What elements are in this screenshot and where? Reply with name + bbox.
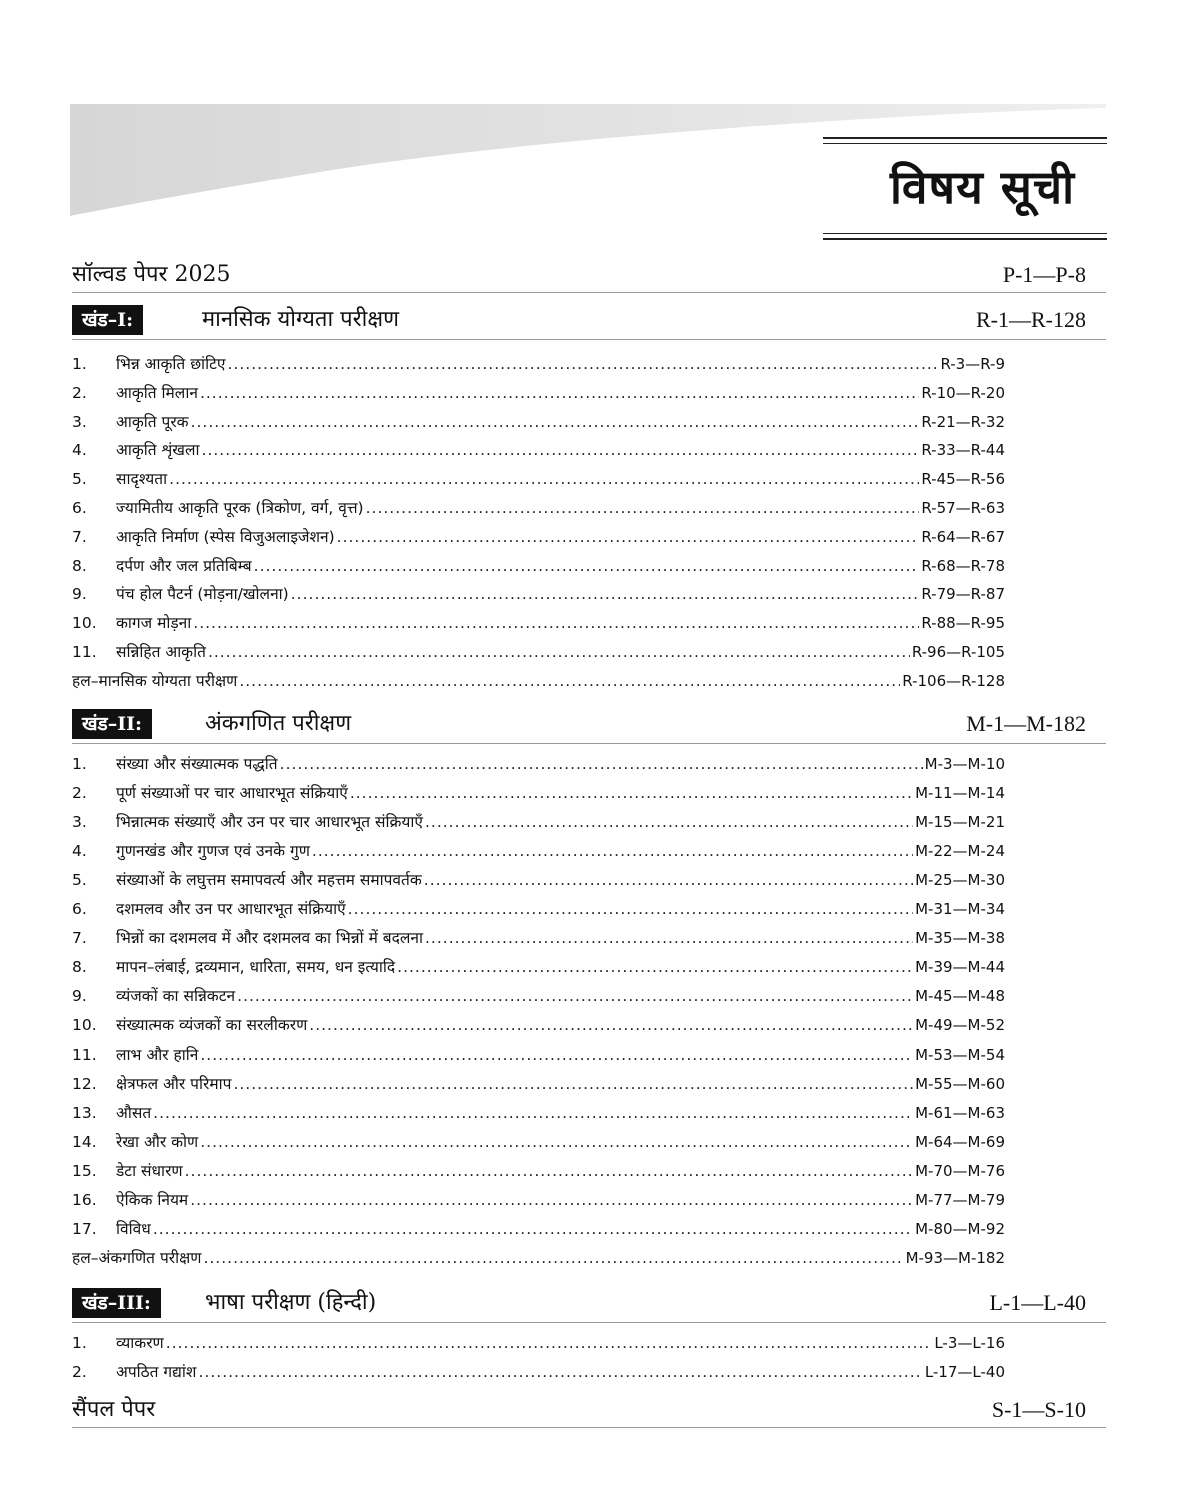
dot-leader <box>239 672 900 690</box>
toc-entry[interactable] <box>72 438 1005 464</box>
dot-leader <box>397 958 913 976</box>
toc-entry-number: 3. <box>72 813 87 832</box>
toc-entry-title: भिन्नात्मक संख्याएँ और उन पर चार आधारभूत संक्रियाएँ <box>116 813 423 832</box>
dot-leader <box>208 643 910 661</box>
dot-leader <box>425 813 913 831</box>
toc-entry-pages: R-21—R-32 <box>921 412 1005 431</box>
toc-entry[interactable] <box>72 611 1005 637</box>
toc-entry-number: 12. <box>72 1074 97 1093</box>
dot-leader <box>200 1046 913 1064</box>
title-rule <box>823 137 1107 139</box>
toc-entry-pages: R-96—R-105 <box>911 643 1005 661</box>
dot-leader <box>169 470 919 488</box>
toc-entry-pages: R-88—R-95 <box>921 614 1005 633</box>
toc-entry-number: 16. <box>72 1190 97 1209</box>
toc-entry-number: 2. <box>72 784 87 803</box>
toc-entry-pages: R-106—R-128 <box>902 671 1005 690</box>
toc-entry-pages: R-10—R-20 <box>921 383 1005 402</box>
toc-entry[interactable] <box>72 640 1005 666</box>
toc-entry[interactable] <box>72 839 1005 865</box>
sample-paper-label: सैंपल पेपर <box>72 1397 156 1422</box>
toc-entry-pages: M-93—M-182 <box>905 1248 1005 1267</box>
toc-entry-title: सादृश्यता <box>116 470 168 489</box>
toc-entry-title: पंच होल पैटर्न (मोड़ना/खोलना) <box>116 585 289 604</box>
toc-entry[interactable] <box>72 1013 1005 1039</box>
section-3-badge: खंड–III: <box>72 1288 161 1318</box>
solved-paper-row[interactable] <box>72 258 1106 293</box>
dot-leader <box>200 1133 913 1151</box>
dot-leader <box>227 355 938 373</box>
toc-entry[interactable] <box>72 955 1005 981</box>
toc-entry-pages: M-25—M-30 <box>915 871 1005 890</box>
toc-entry-title: लाभ और हानि <box>116 1045 199 1064</box>
page-title: विषय सूची <box>890 160 1075 214</box>
toc-entry-title: आकृति शृंखला <box>116 441 200 460</box>
toc-entry-number: 2. <box>72 1363 87 1381</box>
toc-entry-number: 6. <box>72 900 87 919</box>
title-box <box>823 137 1107 240</box>
toc-entry-number: 5. <box>72 470 87 489</box>
dot-leader <box>309 1016 913 1034</box>
section-2-badge: खंड–II: <box>72 709 152 739</box>
solved-paper-range: P-1—P-8 <box>1002 262 1086 287</box>
toc-entry-number: 1. <box>72 355 87 373</box>
toc-entry-pages: M-31—M-34 <box>915 900 1005 919</box>
toc-entry-title: व्यंजकों का सन्निकटन <box>116 987 236 1006</box>
section-3-title: भाषा परीक्षण (हिन्दी) <box>205 1290 377 1315</box>
toc-entry[interactable] <box>72 1217 1005 1243</box>
dot-leader <box>291 585 920 603</box>
dot-leader <box>202 441 920 459</box>
dot-leader <box>254 557 920 575</box>
dot-leader <box>280 755 923 773</box>
toc-entry-title: आकृति पूरक <box>116 412 189 431</box>
toc-entry-pages: M-53—M-54 <box>915 1045 1005 1064</box>
toc-entry-number: 9. <box>72 585 87 604</box>
toc-entry-title: ऐकिक नियम <box>116 1190 189 1209</box>
toc-entry-number: 1. <box>72 755 87 773</box>
toc-entry[interactable] <box>72 1331 1005 1357</box>
section-1-badge: खंड–I: <box>72 305 143 335</box>
toc-entry-title: हल–मानसिक योग्यता परीक्षण <box>72 671 238 690</box>
toc-entry-title: दशमलव और उन पर आधारभूत संक्रियाएँ <box>116 900 346 919</box>
toc-entry[interactable] <box>72 1130 1005 1156</box>
toc-entry-pages: M-61—M-63 <box>915 1103 1005 1122</box>
dot-leader <box>166 1334 933 1352</box>
toc-entry-pages: R-68—R-78 <box>921 556 1005 575</box>
toc-entry-title: विविध <box>116 1219 151 1238</box>
toc-entry[interactable] <box>72 1188 1005 1214</box>
dot-leader <box>348 900 913 918</box>
toc-entry-title: अपठित गद्यांश <box>116 1363 197 1381</box>
section-2-title: अंकगणित परीक्षण <box>205 711 352 736</box>
dot-leader <box>191 413 920 431</box>
toc-entry-title: गुणनखंड और गुणज एवं उनके गुण <box>116 842 310 861</box>
toc-entry[interactable] <box>72 410 1005 436</box>
toc-entry[interactable] <box>72 926 1005 952</box>
toc-entry-pages: M-49—M-52 <box>915 1016 1005 1035</box>
toc-entry-pages: M-39—M-44 <box>915 958 1005 977</box>
dot-leader <box>337 528 920 546</box>
toc-entry-title: आकृति मिलान <box>116 383 198 402</box>
toc-entry-number: 5. <box>72 871 87 890</box>
toc-entry-pages: L-3—L-16 <box>934 1334 1005 1352</box>
section-2-range: M-1—M-182 <box>966 711 1086 736</box>
dot-leader <box>424 871 913 889</box>
toc-entry-number: 15. <box>72 1161 97 1180</box>
dot-leader <box>366 499 920 517</box>
dot-leader <box>153 1104 913 1122</box>
toc-entry-pages: M-77—M-79 <box>915 1190 1005 1209</box>
toc-entry[interactable] <box>72 752 1005 778</box>
dot-leader <box>200 384 919 402</box>
toc-entry-title: क्षेत्रफल और परिमाप <box>116 1074 232 1093</box>
toc-entry-pages: R-64—R-67 <box>921 527 1005 546</box>
toc-entry-number: 10. <box>72 1016 97 1035</box>
toc-entry-pages: M-11—M-14 <box>915 784 1005 803</box>
dot-leader <box>193 614 919 632</box>
toc-entry-title: ज्यामितीय आकृति पूरक (त्रिकोण, वर्ग, वृत्त) <box>116 499 364 517</box>
toc-entry-number: 11. <box>72 1045 97 1064</box>
toc-entry-number: 8. <box>72 958 87 977</box>
dot-leader <box>350 784 913 802</box>
toc-entry[interactable] <box>72 897 1005 923</box>
toc-entry[interactable] <box>72 1246 1005 1272</box>
dot-leader <box>312 842 913 860</box>
toc-entry-number: 2. <box>72 383 87 402</box>
section-1-title: मानसिक योग्यता परीक्षण <box>202 307 400 332</box>
toc-entry-title: मापन–लंबाई, द्रव्यमान, धारिता, समय, धन इत्यादि <box>116 958 396 977</box>
toc-entry-number: 7. <box>72 527 87 546</box>
toc-entry-title: भिन्न आकृति छांटिए <box>116 355 226 373</box>
dot-leader <box>203 1249 903 1267</box>
toc-entry[interactable] <box>72 467 1005 493</box>
toc-entry-pages: M-80—M-92 <box>915 1219 1005 1238</box>
toc-entry-title: पूर्ण संख्याओं पर चार आधारभूत संक्रियाएँ <box>116 784 348 803</box>
toc-entry[interactable] <box>72 381 1005 407</box>
toc-entry[interactable] <box>72 810 1005 836</box>
section-1-range: R-1—R-128 <box>976 307 1086 332</box>
toc-entry-number: 14. <box>72 1132 97 1151</box>
toc-entry-title: हल–अंकगणित परीक्षण <box>72 1248 202 1267</box>
toc-entry-pages: M-3—M-10 <box>924 755 1005 773</box>
toc-entry[interactable] <box>72 582 1005 608</box>
toc-entry-pages: M-45—M-48 <box>915 987 1005 1006</box>
toc-entry-title: संख्याओं के लघुत्तम समापवर्त्य और महत्तम समापवर्तक <box>116 871 422 890</box>
toc-entry[interactable] <box>72 554 1005 580</box>
dot-leader <box>233 1075 913 1093</box>
toc-entry[interactable] <box>72 1159 1005 1185</box>
dot-leader <box>190 1191 913 1209</box>
title-rule <box>823 233 1107 234</box>
toc-entry-pages: M-15—M-21 <box>915 813 1005 832</box>
toc-entry-number: 13. <box>72 1103 97 1122</box>
toc-entry-pages: M-22—M-24 <box>915 842 1005 861</box>
toc-entry-title: सन्निहित आकृति <box>116 643 206 661</box>
dot-leader <box>153 1220 913 1238</box>
toc-entry[interactable] <box>72 669 1005 695</box>
sample-paper-range: S-1—S-10 <box>991 1397 1086 1422</box>
toc-entry-pages: R-33—R-44 <box>921 441 1005 460</box>
title-rule <box>823 143 1107 144</box>
toc-entry-number: 10. <box>72 614 97 633</box>
toc-entry-title: दर्पण और जल प्रतिबिम्ब <box>116 556 252 575</box>
toc-entry-number: 11. <box>72 643 97 661</box>
section-3-header[interactable] <box>72 1288 1106 1323</box>
toc-entry-title: संख्या और संख्यात्मक पद्धति <box>116 755 278 773</box>
toc-entry[interactable] <box>72 1101 1005 1127</box>
sample-paper-row[interactable] <box>72 1393 1106 1428</box>
toc-entry-pages: M-70—M-76 <box>915 1161 1005 1180</box>
toc-entry-number: 6. <box>72 499 87 517</box>
toc-entry[interactable] <box>72 525 1005 551</box>
toc-entry-title: औसत <box>116 1103 152 1122</box>
toc-entry-number: 3. <box>72 412 87 431</box>
toc-entry-title: संख्यात्मक व्यंजकों का सरलीकरण <box>116 1016 308 1035</box>
toc-entry[interactable] <box>72 781 1005 807</box>
toc-entry[interactable] <box>72 1043 1005 1069</box>
toc-entry-title: आकृति निर्माण (स्पेस विजुअलाइजेशन) <box>116 527 335 546</box>
dot-leader <box>237 987 913 1005</box>
toc-entry[interactable] <box>72 1360 1005 1386</box>
toc-entry[interactable] <box>72 496 1005 522</box>
toc-entry-pages: M-55—M-60 <box>915 1074 1005 1093</box>
title-rule <box>823 238 1107 240</box>
toc-entry[interactable] <box>72 984 1005 1010</box>
solved-paper-label: सॉल्वड पेपर 2025 <box>72 262 231 287</box>
section-2-header[interactable] <box>72 709 1106 744</box>
toc-entry-title: रेखा और कोण <box>116 1132 199 1151</box>
toc-entry-title: व्याकरण <box>116 1334 164 1352</box>
dot-leader <box>185 1162 913 1180</box>
dot-leader <box>198 1363 922 1381</box>
toc-entry-pages: M-35—M-38 <box>915 929 1005 948</box>
toc-entry-number: 7. <box>72 929 87 948</box>
toc-entry[interactable] <box>72 1072 1005 1098</box>
toc-entry-title: भिन्नों का दशमलव में और दशमलव का भिन्नों में बदलना <box>116 929 423 948</box>
section-1-header[interactable] <box>72 305 1106 340</box>
toc-entry-title: कागज मोड़ना <box>116 614 192 633</box>
toc-entry-pages: R-79—R-87 <box>921 585 1005 604</box>
toc-entry-number: 4. <box>72 441 87 460</box>
toc-entry-number: 4. <box>72 842 87 861</box>
toc-entry-number: 17. <box>72 1219 97 1238</box>
toc-entry-pages: M-64—M-69 <box>915 1132 1005 1151</box>
toc-entry-number: 9. <box>72 987 87 1006</box>
toc-entry-pages: R-45—R-56 <box>921 470 1005 489</box>
dot-leader <box>425 929 913 947</box>
toc-entry-title: डेटा संधारण <box>116 1161 183 1180</box>
section-3-range: L-1—L-40 <box>989 1290 1086 1315</box>
toc-entry-pages: L-17—L-40 <box>924 1363 1005 1381</box>
toc-entry-number: 8. <box>72 556 87 575</box>
toc-entry[interactable] <box>72 352 1005 378</box>
toc-entry-pages: R-57—R-63 <box>921 499 1005 517</box>
toc-entry[interactable] <box>72 868 1005 894</box>
toc-entry-number: 1. <box>72 1334 87 1352</box>
toc-entry-pages: R-3—R-9 <box>940 355 1005 373</box>
